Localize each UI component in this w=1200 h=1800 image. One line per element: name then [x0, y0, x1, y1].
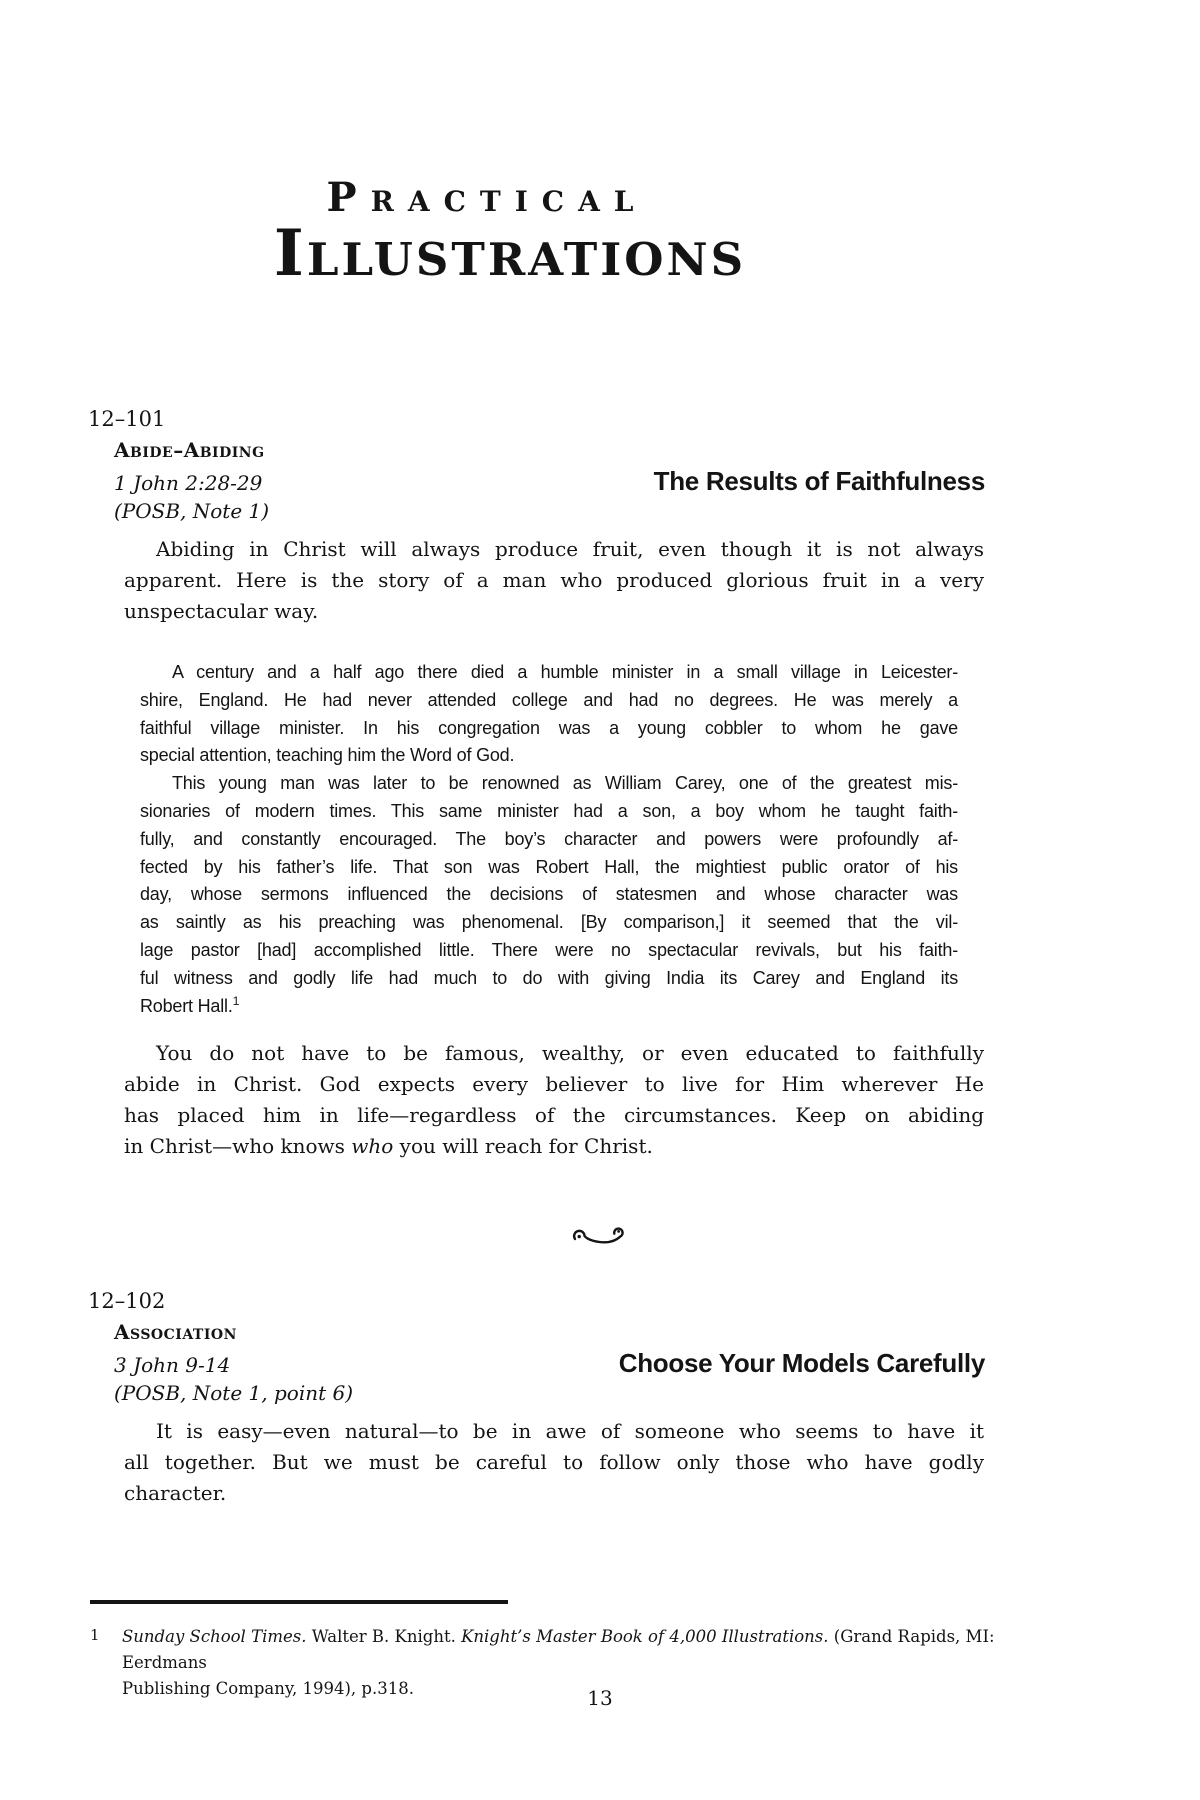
blockquote-paragraph-1: A century and a half ago there died a humble minister in a small village in Leicester- shire, England. He had never attended college and had no degrees. He was merely a faithful village minister. In his congregation was a young cobbler to whom he gave special attention, teaching him the Word of God. [140, 662, 958, 766]
footnote-number: 1 [90, 1625, 100, 1644]
entry-topic: Abide–Abiding [114, 438, 265, 462]
entry-12-101 [88, 404, 985, 1162]
masthead-title-line2: Illustrations [273, 216, 747, 291]
section-divider [0, 1222, 1200, 1252]
intro-paragraph: It is easy—even natural—to be in awe of someone who seems to have it all together. But we must be careful to follow only those who have godly character. [124, 1419, 984, 1505]
entry-headline: Choose Your Models Carefully [618, 1348, 985, 1378]
entry-number: 12–102 [88, 1289, 166, 1313]
story-blockquote [140, 659, 958, 1020]
reference-row [114, 1348, 985, 1378]
masthead [240, 174, 780, 291]
page-number: 13 [587, 1686, 613, 1710]
entry-number: 12–101 [88, 407, 166, 431]
masthead-title-line1: Practical [326, 174, 648, 221]
source-note: (POSB, Note 1, point 6) [114, 1381, 354, 1405]
entry-12-102 [88, 1286, 985, 1509]
scripture-reference: 3 John 9-14 [114, 1353, 231, 1377]
flourish-icon [571, 1222, 629, 1248]
footnote-rule [90, 1600, 508, 1604]
source-note: (POSB, Note 1) [114, 499, 270, 523]
entry-topic: Association [114, 1320, 237, 1344]
blockquote-paragraph-2: This young man was later to be renowned as William Carey, one of the greatest mis- sionaries of modern times. This same minister had a son, a boy whom he taught faith- fully, and constantly encouraged. The boy’s character and powers were profoundly af- fected by his father’s life. That son was Robert Hall, the mightiest public orator of his day, whose sermons influenced the decisions of statesmen and whose character was as saintly as his preaching was phenomenal. [By comparison,] it seemed that the vil- lage pastor [had] accomplished little. There were no spectacular revivals, but his faith- ful witness and godly life had much to do with giving India its Carey and England its Robert Hall.$^1$ [140, 773, 958, 1016]
closing-paragraph: You do not have to be famous, wealthy, or even educated to faithfully abide in Christ. God expects every believer to live for Him wherever He has placed him in life—regardless of the circumstances. Keep on abiding in Christ—who knows who you will reach for Christ. [124, 1041, 984, 1159]
scripture-reference: 1 John 2:28-29 [114, 471, 263, 495]
footnote-text: Sunday School Times. Walter B. Knight. Knight’s Master Book of 4,000 Illustrations. (Grand Rapids, MI: Eerdmans Publishing Company, 1994), p.318. [122, 1626, 995, 1698]
entry-headline: The Results of Faithfulness [653, 466, 985, 496]
intro-paragraph: Abiding in Christ will always produce fruit, even though it is not always apparent. Here is the story of a man who produced glorious fruit in a very unspectacular way. [124, 537, 984, 623]
reference-row [114, 466, 985, 496]
